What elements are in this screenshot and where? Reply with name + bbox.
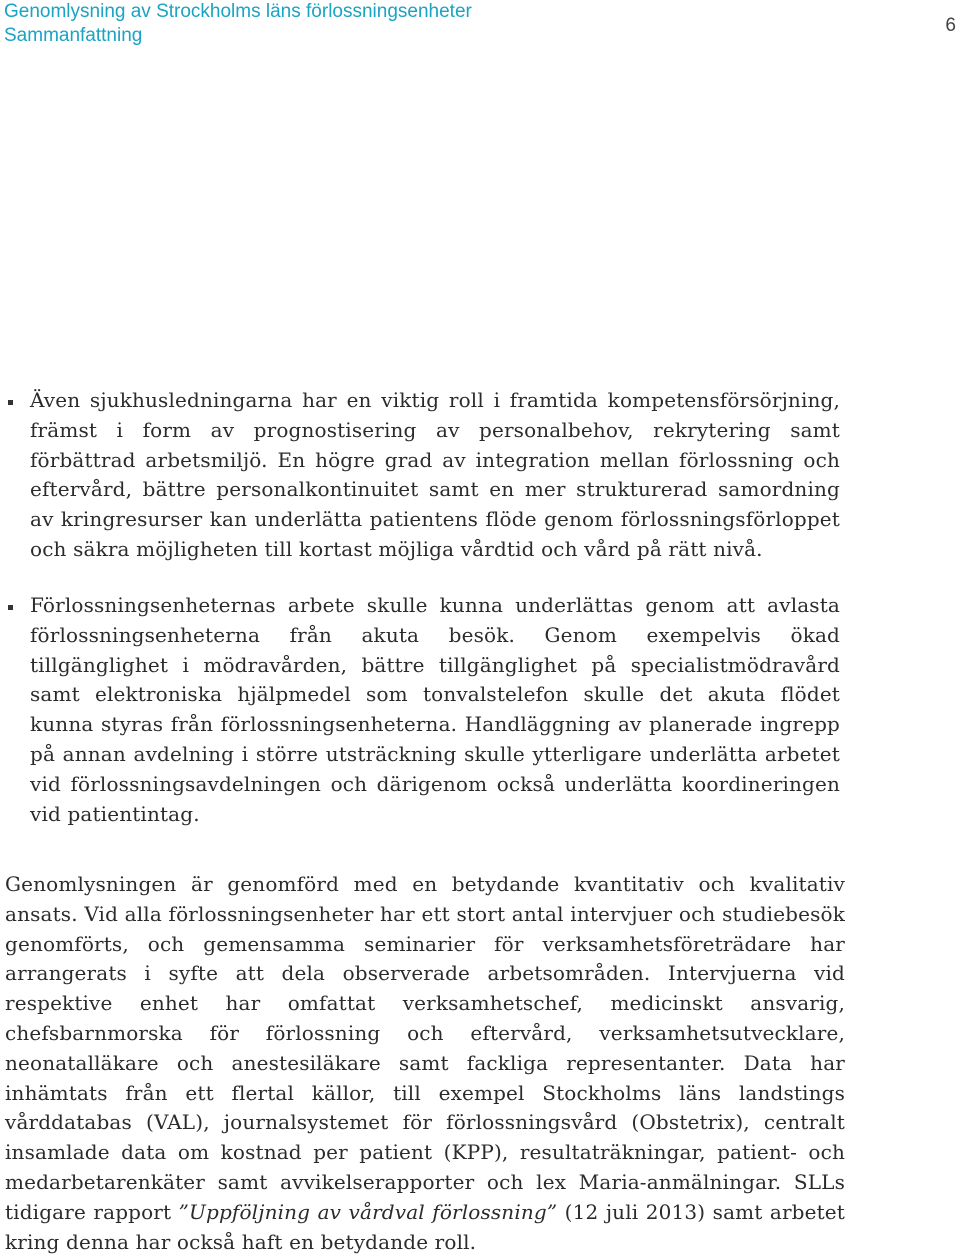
header-title: Genomlysning av Strockholms läns förlossningsenheter	[4, 1, 472, 22]
bullet-text: Även sjukhusledningarna har en viktig roll i framtida kompetensförsörjning, främst i form av prognostisering av personalbehov, rekrytering samt förbättrad arbetsmiljö. En högre grad av integration mellan förlossning och eftervård, bättre personalkontinuitet samt en mer strukturerad samordning av kringresurser kan underlätta patientens flöde genom förlossningsförloppet och säkra möjligheten till kortast möjliga vårdtid och vård på rätt nivå.	[30, 388, 840, 561]
report-title: ”Uppföljning av vårdval förlossning”	[178, 1199, 558, 1224]
bullet-text: Förlossningsenheternas arbete skulle kunna underlättas genom att avlasta förlossningsenheterna från akuta besök. Genom exempelvis ökad tillgänglighet i mödravården, bättre tillgänglighet på specialistmödravård samt elektroniska hjälpmedel som tonvalstelefon skulle det akuta flödet kunna styras från förlossningsenheterna. Handläggning av planerade ingrepp på annan avdelning i större utsträckning skulle ytterligare underlätta arbetet vid förlossningsavdelningen och därigenom också underlätta koordineringen vid patientintag.	[30, 593, 840, 826]
bullet-marker-icon	[8, 605, 13, 610]
bullet-item	[30, 591, 840, 829]
header-section: Sammanfattning	[4, 25, 143, 46]
main-paragraph-text	[5, 870, 845, 1257]
bullet-marker-icon	[8, 400, 13, 405]
page-number: 6	[945, 15, 956, 36]
main-paragraph	[5, 870, 845, 1257]
main-paragraph-part2: (12 juli 2013) samt arbetet kring denna har också haft en betydande roll.	[5, 1199, 845, 1254]
bullet-item	[30, 386, 840, 565]
main-paragraph-part1: Genomlysningen är genomförd med en betydande kvantitativ och kvalitativ ansats. Vid alla förlossningsenheter har ett stort antal intervjuer och studiebesök genomförts, och gemensamma seminarier för verksamhetsföreträdare har arrangerats i syfte att dela observerade arbetsområden. Intervjuerna vid respektive enhet har omfattat verksamhetschef, medicinskt ansvarig, chefsbarnmorska för förlossning och eftervård, verksamhetsutvecklare, neonatalläkare och anestesiläkare samt fackliga representanter. Data har inhämtats från ett flertal källor, till exempel Stockholms läns landstings vårddatabas (VAL), journalsystemet för förlossningsvård (Obstetrix), centralt insamlade data om kostnad per patient (KPP), resultaträkningar, patient- och medarbetarenkäter samt avvikelserapporter och lex Maria-anmälningar. SLLs tidigare rapport	[5, 872, 845, 1224]
